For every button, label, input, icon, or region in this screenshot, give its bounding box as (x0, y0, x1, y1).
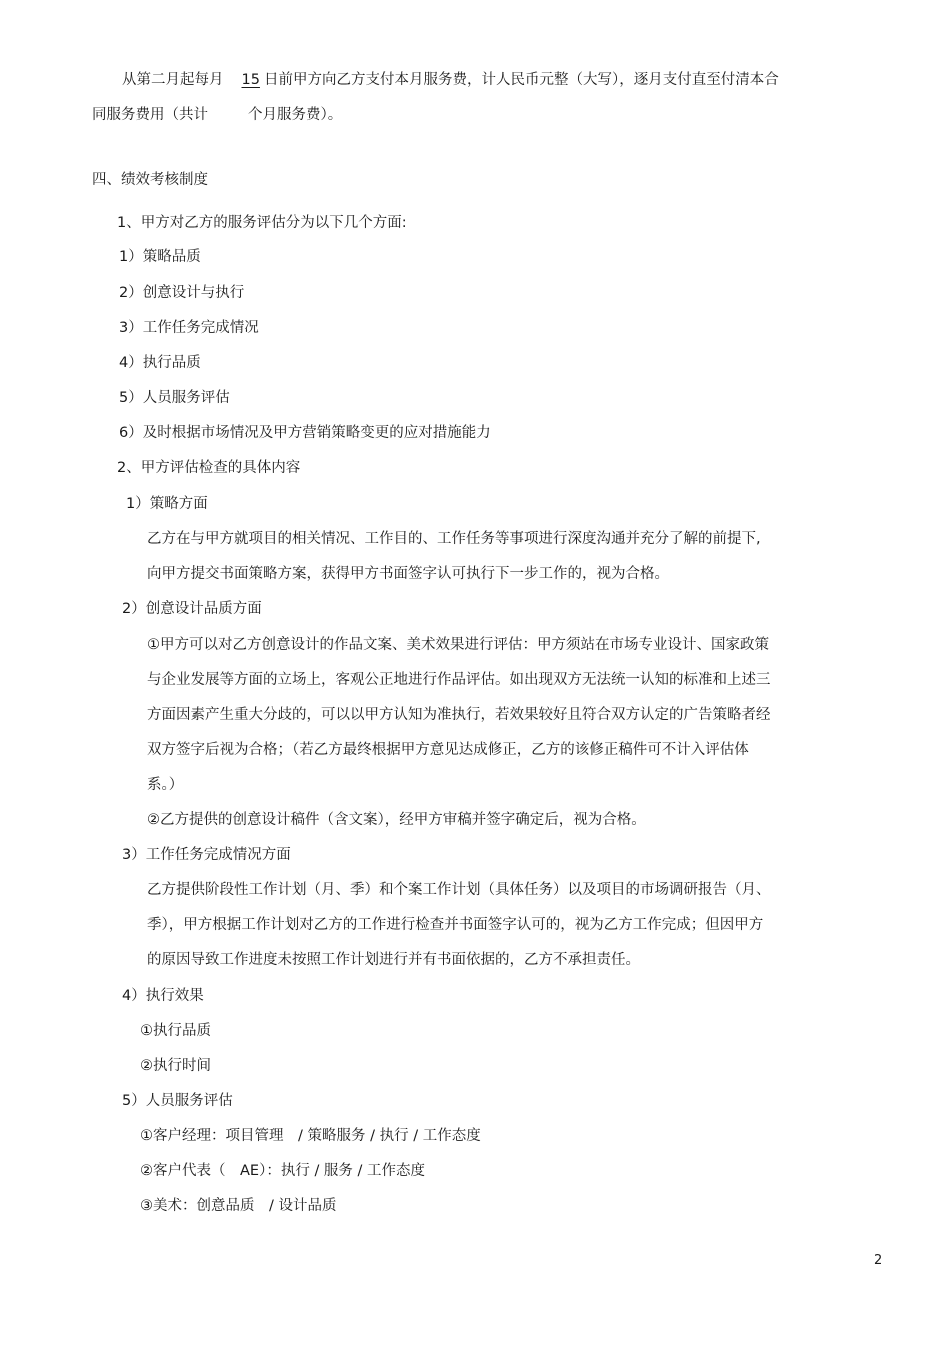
creative-line: 系。） (147, 777, 184, 793)
payment-total-suffix: 个月服务费）。 (248, 107, 343, 123)
payment-total-label: 同服务费用（共计 (92, 107, 208, 123)
strategy-line: 向甲方提交书面策略方案，获得甲方书面签字认可执行下一步工作的，视为合格。 (147, 566, 669, 582)
item-1-point: 2）创意设计与执行 (119, 285, 245, 301)
item-1-heading: 1、甲方对乙方的服务评估分为以下几个方面: (117, 215, 407, 231)
staff-line: ③美术：创意品质 / 设计品质 (140, 1198, 337, 1214)
payment-text-rest: 日前甲方向乙方支付本月服务费，计人民币元整（大写），逐月支付直至付清本合 (263, 72, 779, 88)
staff-title: 5）人员服务评估 (122, 1093, 233, 1109)
section-4-title: 四、绩效考核制度 (92, 172, 208, 188)
item-1-point: 4）执行品质 (119, 355, 201, 371)
creative-title: 2）创意设计品质方面 (122, 601, 262, 617)
item-2-heading: 2、甲方评估检查的具体内容 (117, 460, 301, 476)
item-1-point: 3）工作任务完成情况 (119, 320, 259, 336)
payment-day: 15 (241, 72, 260, 88)
staff-line: ①客户经理：项目管理 / 策略服务 / 执行 / 工作态度 (140, 1128, 481, 1144)
tasks-title: 3）工作任务完成情况方面 (122, 847, 291, 863)
item-1-point: 6）及时根据市场情况及甲方营销策略变更的应对措施能力 (119, 425, 491, 441)
page-number: 2 (874, 1253, 883, 1268)
tasks-line: 季），甲方根据工作计划对乙方的工作进行检查并书面签字认可的，视为乙方工作完成；但因甲方 (147, 917, 764, 933)
staff-line: ②客户代表（ AE）：执行 / 服务 / 工作态度 (140, 1163, 426, 1179)
strategy-line: 乙方在与甲方就项目的相关情况、工作目的、工作任务等事项进行深度沟通并充分了解的前提下, (147, 531, 761, 547)
payment-line-1 (122, 70, 779, 90)
strategy-title: 1）策略方面 (126, 496, 208, 512)
tasks-line: 乙方提供阶段性工作计划（月、季）和个案工作计划（具体任务）以及项目的市场调研报告（月、 (147, 882, 771, 898)
execution-title: 4）执行效果 (122, 988, 204, 1004)
creative-line: ②乙方提供的创意设计稿件（含文案），经甲方审稿并签字确定后，视为合格。 (147, 812, 646, 828)
payment-line-2 (92, 105, 342, 125)
creative-line: 方面因素产生重大分歧的，可以以甲方认知为准执行，若效果较好且符合双方认定的广告策略者经 (147, 707, 771, 723)
execution-line: ①执行品质 (140, 1023, 211, 1039)
item-1-point: 5）人员服务评估 (119, 390, 230, 406)
creative-line: 双方签字后视为合格；（若乙方最终根据甲方意见达成修正，乙方的该修正稿件可不计入评估体 (147, 742, 749, 758)
payment-text-start: 从第二月起每月 (122, 72, 224, 88)
execution-line: ②执行时间 (140, 1058, 211, 1074)
tasks-line: 的原因导致工作进度未按照工作计划进行并有书面依据的，乙方不承担责任。 (147, 952, 640, 968)
creative-line: 与企业发展等方面的立场上，客观公正地进行作品评估。如出现双方无法统一认知的标准和上述三 (147, 672, 771, 688)
creative-line: ①甲方可以对乙方创意设计的作品文案、美术效果进行评估：甲方须站在市场专业设计、国家政策 (147, 637, 769, 653)
item-1-point: 1）策略品质 (119, 249, 201, 265)
